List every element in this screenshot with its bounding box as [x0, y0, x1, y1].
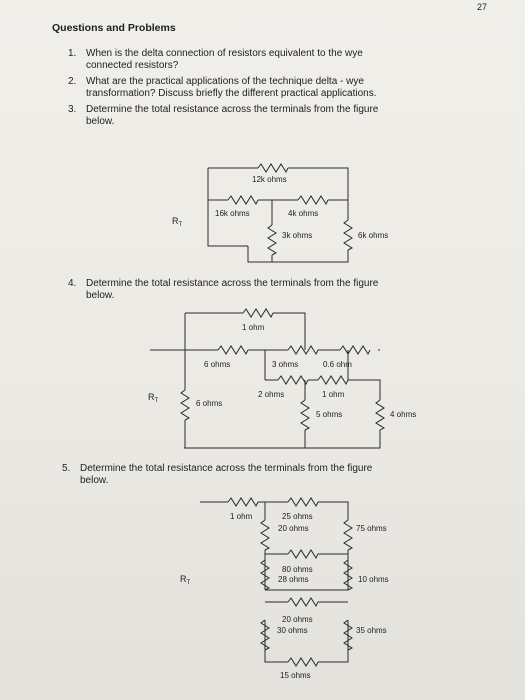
resistor-20-ohms: [261, 520, 269, 550]
figure-label: 80 ohms: [282, 565, 313, 574]
resistor-12k: [258, 164, 288, 172]
question-number: 5.: [62, 463, 71, 474]
figure-label: 12k ohms: [252, 175, 287, 184]
figure-label: 2 ohms: [258, 390, 285, 399]
figure-label: 4k ohms: [288, 209, 319, 218]
figure-label: 16k ohms: [215, 209, 250, 218]
question-number: 4.: [68, 278, 77, 289]
resistor-75-ohms: [344, 520, 352, 550]
resistor-4k: [298, 196, 328, 204]
figure-label: 3 ohms: [272, 360, 299, 369]
figure-label: 15 ohms: [280, 671, 311, 680]
question-text-line: connected resistors?: [86, 60, 179, 71]
question-text-line: Determine the total resistance across the terminals from the figure: [86, 104, 379, 115]
question-number: 1.: [68, 48, 77, 59]
figure-4-circuit: [148, 309, 416, 448]
figure-label: 0.6 ohm: [323, 360, 352, 369]
question-text-line: When is the delta connection of resistors equivalent to the wye: [86, 48, 363, 59]
figure-label: 25 ohms: [282, 512, 313, 521]
resistor-1-ohm-b: [318, 376, 348, 384]
rt-label: $R_T$: [148, 392, 159, 404]
question-text-line: below.: [80, 475, 109, 486]
figure-label: 35 ohms: [356, 626, 387, 635]
resistor-3-ohms: [288, 346, 318, 354]
figure-label: 6 ohms: [204, 360, 231, 369]
question-number: 2.: [68, 76, 77, 87]
resistor-3k: [268, 225, 276, 255]
resistor-5-ohms: [301, 400, 309, 430]
figure-5-circuit: [180, 498, 389, 680]
section-heading: Questions and Problems: [52, 22, 176, 34]
resistor-6-ohms: [218, 346, 248, 354]
resistor-16k: [228, 196, 258, 204]
rt-label: $R_T$: [180, 574, 191, 586]
figure-label: 4 ohms: [390, 410, 417, 419]
figure-label: 10 ohms: [358, 575, 389, 584]
figure-label: 28 ohms: [278, 575, 309, 584]
figure-label: 20 ohms: [278, 524, 309, 533]
resistor-6-ohms-b: [181, 390, 189, 420]
figure-3-circuit: [172, 164, 388, 262]
figure-label: 20 ohms: [282, 615, 313, 624]
question-number: 3.: [68, 104, 77, 115]
figure-label: 6 ohms: [196, 399, 223, 408]
question-text-line: transformation? Discuss briefly the different practical applications.: [86, 88, 377, 99]
figure-label: 1 ohm: [322, 390, 345, 399]
page-number: 27: [476, 2, 487, 12]
resistor-80-ohms: [288, 550, 318, 558]
resistor-20-ohms-b: [288, 598, 318, 606]
figure-label: 5 ohms: [316, 410, 343, 419]
question-text-line: below.: [86, 116, 115, 127]
rt-label: $R_T$: [172, 216, 183, 228]
resistor-1-ohm: [243, 309, 273, 317]
figure-label: 6k ohms: [358, 231, 389, 240]
figure-label: 3k ohms: [282, 231, 313, 240]
resistor-15-ohms: [288, 658, 318, 666]
resistor-2-ohms: [278, 376, 308, 384]
resistor-0-6-ohm: [340, 346, 370, 354]
figure-label: 75 ohms: [356, 524, 387, 533]
question-text-line: What are the practical applications of the technique delta - wye: [86, 76, 364, 87]
figure-label: 30 ohms: [277, 626, 308, 635]
resistor-1-ohm: [228, 498, 258, 506]
resistor-6k: [344, 220, 352, 250]
figure-label: 1 ohm: [230, 512, 253, 521]
resistor-25-ohms: [288, 498, 318, 506]
question-text-line: Determine the total resistance across the terminals from the figure: [80, 463, 373, 474]
resistor-4-ohms: [376, 400, 384, 430]
figure-label: 1 ohm: [242, 323, 265, 332]
question-text-line: below.: [86, 290, 115, 301]
question-text-line: Determine the total resistance across the terminals from the figure: [86, 278, 379, 289]
